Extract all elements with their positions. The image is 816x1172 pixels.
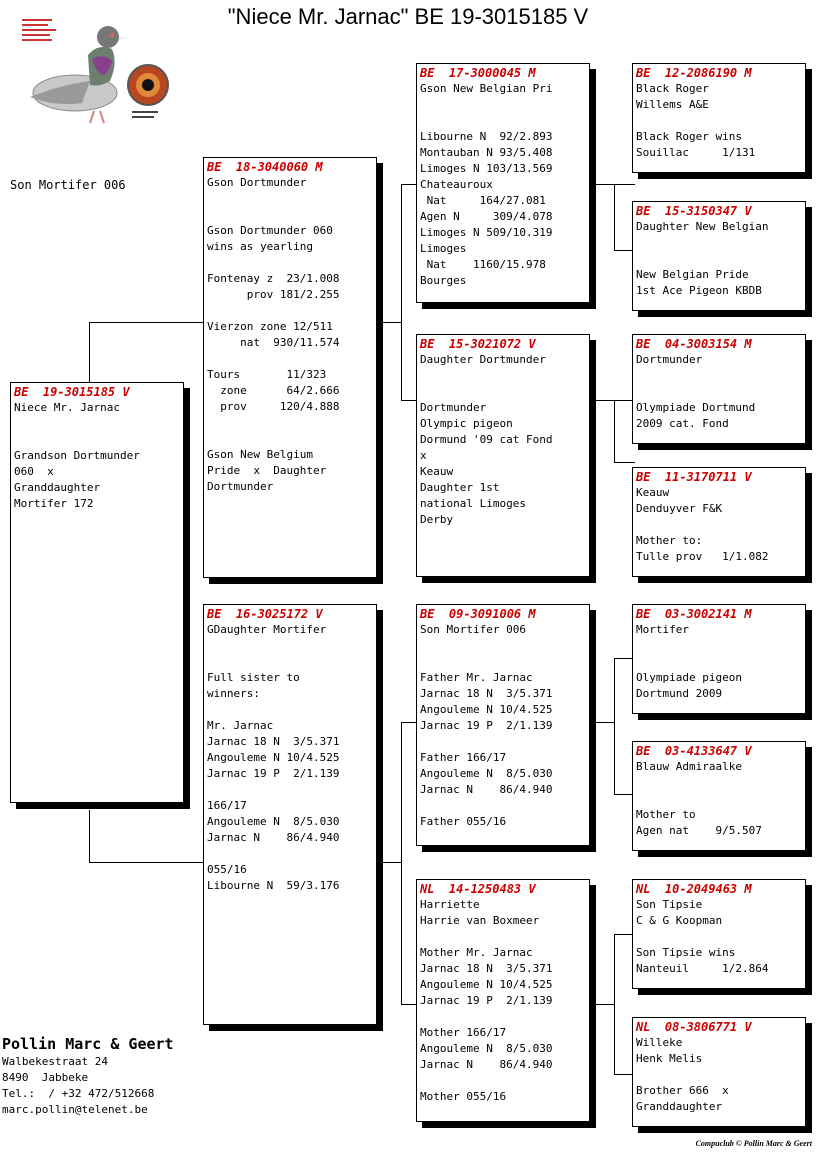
pedigree-line: Father Mr. Jarnac [420, 671, 533, 684]
pedigree-line: Fontenay z 23/1.008 [207, 272, 340, 285]
pedigree-line: zone 64/2.666 [207, 384, 340, 397]
pedigree-line [636, 251, 802, 267]
pigeon-logo [20, 15, 170, 130]
pedigree-line: Dortmunder [420, 401, 487, 414]
pedigree-box-subject [10, 382, 184, 803]
pedigree-line: Angouleme N 10/4.525 [420, 978, 553, 991]
pedigree-line [207, 303, 373, 319]
pedigree-line: Souillac 1/131 [636, 146, 756, 159]
pedigree-line: Angouleme N 8/5.030 [207, 815, 340, 828]
pedigree-line: Grandson Dortmunder [14, 449, 140, 462]
pedigree-line [420, 384, 586, 400]
pedigree-line: Tulle prov 1/1.082 [636, 550, 769, 563]
ring-number: BE 11-3170711 V [636, 470, 752, 484]
pedigree-line [207, 846, 373, 862]
pedigree-line: Nat 1160/15.978 [420, 258, 546, 271]
ring-number: NL 10-2049463 M [636, 882, 752, 896]
pedigree-line: Blauw Admiraalke [636, 760, 742, 773]
pedigree-line: Denduyver F&K [636, 502, 723, 515]
pedigree-line: Harriette [420, 898, 480, 911]
owner-city: 8490 Jabbeke [2, 1071, 89, 1084]
pedigree-line: Black Roger [636, 82, 709, 95]
pedigree-line [636, 638, 802, 654]
ring-number: NL 14-1250483 V [420, 882, 536, 896]
pedigree-line: Daughter New Belgian [636, 220, 769, 233]
pedigree-line: Olympic pigeon [420, 417, 513, 430]
pedigree-line: Chateauroux [420, 178, 493, 191]
pedigree-line: Jarnac 18 N 3/5.371 [207, 735, 340, 748]
pedigree-line [420, 929, 586, 945]
pedigree-line [636, 1067, 802, 1083]
pedigree-line: national Limoges [420, 497, 526, 510]
pedigree-line [420, 368, 586, 384]
pedigree-line: 2009 cat. Fond [636, 417, 729, 430]
pedigree-line: Jarnac 19 P 2/1.139 [420, 719, 553, 732]
pedigree-line [636, 775, 802, 791]
pedigree-line [420, 97, 586, 113]
pedigree-line: Olympiade pigeon [636, 671, 742, 684]
pedigree-line: Gson New Belgium [207, 448, 313, 461]
pedigree-line: 1st Ace Pigeon KBDB [636, 284, 762, 297]
pedigree-line: Father 055/16 [420, 815, 507, 828]
pedigree-line: Mother 055/16 [420, 1090, 507, 1103]
pedigree-line: Bourges [420, 274, 467, 287]
pedigree-box-fff [632, 63, 806, 173]
pedigree-line: Limoges N 509/10.319 [420, 226, 553, 239]
pedigree-line [207, 207, 373, 223]
pedigree-line: Mother 166/17 [420, 1026, 507, 1039]
pedigree-box-father [203, 157, 377, 578]
pedigree-line [207, 654, 373, 670]
pedigree-line: Brother 666 x [636, 1084, 729, 1097]
pedigree-box-fmf [632, 334, 806, 444]
pedigree-line: Son Tipsie wins [636, 946, 736, 959]
pigeon-eye-icon [128, 65, 168, 105]
ring-number: BE 15-3021072 V [420, 337, 536, 351]
pedigree-line: Mortifer [636, 623, 689, 636]
ring-number: BE 17-3000045 M [420, 66, 536, 80]
pedigree-line: Libourne N 92/2.893 [420, 130, 553, 143]
pedigree-line: Agen nat 9/5.507 [636, 824, 762, 837]
ring-number: BE 04-3003154 M [636, 337, 752, 351]
pedigree-box-fm [416, 334, 590, 577]
pedigree-line: Mother Mr. Jarnac [420, 946, 533, 959]
pedigree-line [420, 638, 586, 654]
pedigree-line: prov 120/4.888 [207, 400, 340, 413]
owner-address: Walbekestraat 24 [2, 1055, 108, 1068]
side-label: Son Mortifer 006 [10, 178, 126, 192]
pedigree-line: Henk Melis [636, 1052, 703, 1065]
ring-number: NL 08-3806771 V [636, 1020, 752, 1034]
pedigree-line: Vierzon zone 12/511 [207, 320, 333, 333]
pedigree-line: Mortifer 172 [14, 497, 94, 510]
pedigree-line [636, 791, 802, 807]
pedigree-line: Granddaughter [14, 481, 101, 494]
pedigree-box-ffm [632, 201, 806, 311]
pedigree-line: Son Mortifer 006 [420, 623, 526, 636]
pedigree-line: Niece Mr. Jarnac [14, 401, 120, 414]
pedigree-line: Jarnac N 86/4.940 [420, 1058, 553, 1071]
owner-email: marc.pollin@telenet.be [2, 1103, 148, 1116]
pedigree-line [420, 113, 586, 129]
pedigree-line: Libourne N 59/3.176 [207, 879, 340, 892]
pedigree-line [420, 1009, 586, 1025]
pedigree-line: Jarnac N 86/4.940 [420, 783, 553, 796]
page-title: "Niece Mr. Jarnac" BE 19-3015185 V [227, 4, 589, 29]
pedigree-line: Gson New Belgian Pri [420, 82, 553, 95]
footer-credit: Compuclub © Pollin Marc & Geert [695, 1139, 812, 1148]
pedigree-line: Gson Dortmunder 060 [207, 224, 333, 237]
pedigree-line: Nanteuil 1/2.864 [636, 962, 769, 975]
pedigree-line [207, 191, 373, 207]
pedigree-line [14, 432, 180, 448]
pedigree-line [636, 654, 802, 670]
pedigree-line [636, 368, 802, 384]
pedigree-line: Jarnac 18 N 3/5.371 [420, 687, 553, 700]
pedigree-box-mm [416, 879, 590, 1122]
pedigree-line: Father 166/17 [420, 751, 507, 764]
pedigree-line: Gson Dortmunder [207, 176, 307, 189]
pedigree-line: Harrie van Boxmeer [420, 914, 540, 927]
pedigree-line [207, 255, 373, 271]
ring-number: BE 15-3150347 V [636, 204, 752, 218]
pedigree-line: Daughter 1st [420, 481, 500, 494]
pedigree-line: Black Roger wins [636, 130, 742, 143]
pedigree-line: Agen N 309/4.078 [420, 210, 553, 223]
pedigree-line: prov 181/2.255 [207, 288, 340, 301]
pedigree-line: Olympiade Dortmund [636, 401, 756, 414]
pedigree-line: Pride x Daughter [207, 464, 327, 477]
ring-number: BE 09-3091006 M [420, 607, 536, 621]
pedigree-line: 166/17 [207, 799, 247, 812]
pedigree-line: Willeke [636, 1036, 683, 1049]
pedigree-line: Keauw [636, 486, 670, 499]
pedigree-line: Son Tipsie [636, 898, 703, 911]
pedigree-line: Limoges [420, 242, 467, 255]
pedigree-line [636, 384, 802, 400]
pedigree-line: Limoges N 103/13.569 [420, 162, 553, 175]
pedigree-line [14, 416, 180, 432]
pedigree-line: Full sister to [207, 671, 300, 684]
pedigree-line [636, 517, 802, 533]
pedigree-box-mother [203, 604, 377, 1025]
pedigree-line [420, 798, 586, 814]
pedigree-line: winners: [207, 687, 260, 700]
pedigree-line: Dortmund 2009 [636, 687, 723, 700]
pedigree-line: Mother to [636, 808, 696, 821]
owner-block [2, 1034, 174, 1118]
pedigree-line: New Belgian Pride [636, 268, 749, 281]
pedigree-line [636, 235, 802, 251]
pedigree-box-mmm [632, 1017, 806, 1127]
pedigree-line: Granddaughter [636, 1100, 723, 1113]
pedigree-line [420, 654, 586, 670]
pedigree-line: wins as yearling [207, 240, 313, 253]
pedigree-line [207, 638, 373, 654]
pedigree-box-fmm [632, 467, 806, 577]
pedigree-line: Tours 11/323 [207, 368, 327, 381]
pedigree-line: Dormund '09 cat Fond [420, 433, 553, 446]
ring-number: BE 03-3002141 M [636, 607, 752, 621]
pedigree-line: Jarnac 19 P 2/1.139 [207, 767, 340, 780]
pedigree-box-ff [416, 63, 590, 303]
pedigree-line: nat 930/11.574 [207, 336, 340, 349]
pedigree-line: Angouleme N 8/5.030 [420, 1042, 553, 1055]
pedigree-line [207, 415, 373, 431]
ring-number: BE 19-3015185 V [14, 385, 130, 399]
pedigree-line [636, 113, 802, 129]
pedigree-line [636, 929, 802, 945]
pedigree-line: Keauw [420, 465, 454, 478]
pedigree-line: Mother to: [636, 534, 703, 547]
pedigree-line: Willems A&E [636, 98, 709, 111]
pedigree-line: Dortmunder [636, 353, 703, 366]
pedigree-line [420, 1073, 586, 1089]
pedigree-line [207, 351, 373, 367]
ring-number: BE 16-3025172 V [207, 607, 323, 621]
pedigree-line: Montauban N 93/5.408 [420, 146, 553, 159]
pedigree-line [207, 782, 373, 798]
pedigree-box-mmf [632, 879, 806, 989]
pedigree-line [207, 702, 373, 718]
pedigree-line: Jarnac 19 P 2/1.139 [420, 994, 553, 1007]
pedigree-line: Mr. Jarnac [207, 719, 274, 732]
pedigree-line: Nat 164/27.081 [420, 194, 546, 207]
pedigree-line: Angouleme N 10/4.525 [207, 751, 340, 764]
pedigree-line: Daughter Dortmunder [420, 353, 546, 366]
pedigree-line: Angouleme N 8/5.030 [420, 767, 553, 780]
pedigree-line: GDaughter Mortifer [207, 623, 327, 636]
owner-phone: Tel.: / +32 472/512668 [2, 1087, 155, 1100]
pedigree-line: C & G Koopman [636, 914, 723, 927]
pedigree-line: Jarnac N 86/4.940 [207, 831, 340, 844]
pedigree-line: 055/16 [207, 863, 247, 876]
pedigree-line: Derby [420, 513, 454, 526]
pedigree-line [420, 734, 586, 750]
ring-number: BE 12-2086190 M [636, 66, 752, 80]
ring-number: BE 18-3040060 M [207, 160, 323, 174]
pedigree-line: Dortmunder [207, 480, 274, 493]
pedigree-box-mff [632, 604, 806, 714]
pedigree-line: Angouleme N 10/4.525 [420, 703, 553, 716]
pedigree-line: Jarnac 18 N 3/5.371 [420, 962, 553, 975]
pedigree-line [207, 431, 373, 447]
pedigree-line: x [420, 449, 427, 462]
pedigree-box-mfm [632, 741, 806, 851]
owner-name: Pollin Marc & Geert [2, 1035, 174, 1053]
ring-number: BE 03-4133647 V [636, 744, 752, 758]
pedigree-line: 060 x [14, 465, 54, 478]
pedigree-box-mf [416, 604, 590, 846]
